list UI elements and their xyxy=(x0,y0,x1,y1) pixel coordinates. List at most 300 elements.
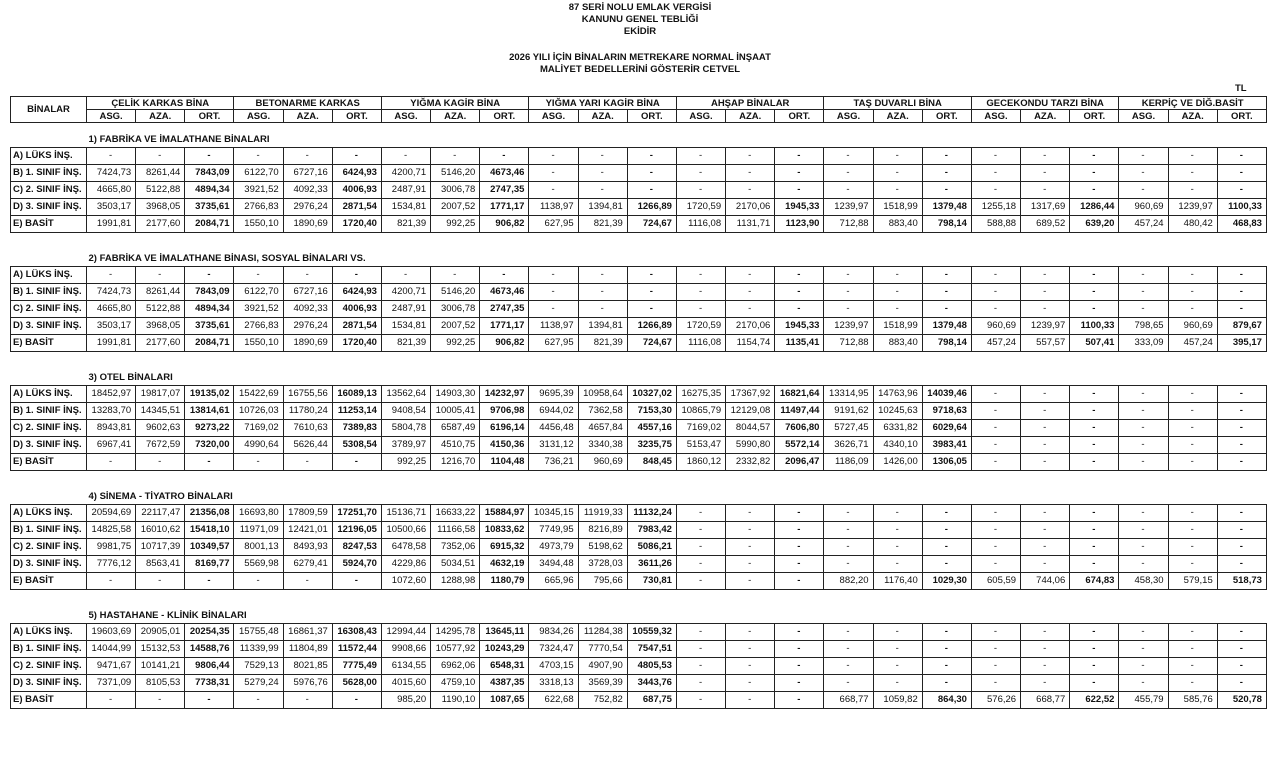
table-row xyxy=(11,454,1267,471)
value-cell-average: 21356,08 xyxy=(185,505,234,522)
value-cell: 4657,84 xyxy=(578,420,627,437)
value-cell-average: - xyxy=(1070,267,1119,284)
value-cell-average: 19135,02 xyxy=(185,386,234,403)
value-cell-average: 14588,76 xyxy=(185,641,234,658)
row-label: A) LÜKS İNŞ. xyxy=(11,267,87,284)
value-cell: 6331,82 xyxy=(873,420,922,437)
value-cell: - xyxy=(529,284,578,301)
value-cell: 16861,37 xyxy=(283,624,332,641)
value-cell: 5990,80 xyxy=(726,437,775,454)
value-cell: - xyxy=(726,182,775,199)
value-cell: 10865,79 xyxy=(676,403,725,420)
value-cell: 4665,80 xyxy=(87,182,136,199)
value-cell: 992,25 xyxy=(381,454,430,471)
gap-cell xyxy=(11,590,1267,600)
value-cell-average: 2084,71 xyxy=(185,335,234,352)
value-cell: 2487,91 xyxy=(381,301,430,318)
value-cell-average: 4673,46 xyxy=(480,165,529,182)
value-cell: 1239,97 xyxy=(1168,199,1217,216)
value-cell: - xyxy=(676,556,725,573)
value-cell: - xyxy=(971,454,1020,471)
value-cell: 1239,97 xyxy=(1021,318,1070,335)
value-cell: 5122,88 xyxy=(136,182,185,199)
table-row xyxy=(11,335,1267,352)
value-cell-average: 3235,75 xyxy=(627,437,676,454)
value-cell-average: - xyxy=(775,539,824,556)
value-cell: - xyxy=(676,675,725,692)
sub-header: ASG. xyxy=(529,110,578,123)
value-cell-average: 7153,30 xyxy=(627,403,676,420)
row-label: C) 2. SINIF İNŞ. xyxy=(11,658,87,675)
value-cell: - xyxy=(1119,539,1168,556)
value-cell: - xyxy=(676,301,725,318)
value-cell-average: 1266,89 xyxy=(627,199,676,216)
value-cell: 6962,06 xyxy=(431,658,480,675)
value-cell: 821,39 xyxy=(578,216,627,233)
value-cell-average: 3983,41 xyxy=(922,437,971,454)
value-cell: - xyxy=(1119,165,1168,182)
value-cell: 20594,69 xyxy=(87,505,136,522)
section-title: 2) FABRİKA VE İMALATHANE BİNASI, SOSYAL BİNALARI VS. xyxy=(88,253,366,264)
value-cell: 3728,03 xyxy=(578,556,627,573)
value-cell-average: 16821,64 xyxy=(775,386,824,403)
value-cell: - xyxy=(971,182,1020,199)
value-cell: 7371,09 xyxy=(87,675,136,692)
value-cell: - xyxy=(1168,301,1217,318)
value-cell-average: - xyxy=(1070,420,1119,437)
value-cell-average: 6424,93 xyxy=(332,165,381,182)
value-cell-average: - xyxy=(775,505,824,522)
value-cell-average: 11497,44 xyxy=(775,403,824,420)
value-cell: - xyxy=(283,267,332,284)
value-cell: 5626,44 xyxy=(283,437,332,454)
value-cell: 1518,99 xyxy=(873,318,922,335)
value-cell-average: - xyxy=(1217,420,1266,437)
value-cell-average: 5308,54 xyxy=(332,437,381,454)
value-cell-average: 4805,53 xyxy=(627,658,676,675)
row-label: C) 2. SINIF İNŞ. xyxy=(11,182,87,199)
value-cell: 4340,10 xyxy=(873,437,922,454)
value-cell: 13562,64 xyxy=(381,386,430,403)
value-cell: 2177,60 xyxy=(136,335,185,352)
value-cell: 14763,96 xyxy=(873,386,922,403)
value-cell-average: - xyxy=(1217,505,1266,522)
value-cell: - xyxy=(87,692,136,709)
value-cell: - xyxy=(1119,505,1168,522)
value-cell: 457,24 xyxy=(971,335,1020,352)
value-cell: - xyxy=(676,522,725,539)
value-cell: 2170,06 xyxy=(726,199,775,216)
value-cell: - xyxy=(1021,556,1070,573)
table-row xyxy=(11,675,1267,692)
value-cell: 1072,60 xyxy=(381,573,430,590)
value-cell: 736,21 xyxy=(529,454,578,471)
value-cell-average: 1306,05 xyxy=(922,454,971,471)
value-cell-average: 8169,77 xyxy=(185,556,234,573)
value-cell: 10717,39 xyxy=(136,539,185,556)
value-cell: 13283,70 xyxy=(87,403,136,420)
value-cell: 2007,52 xyxy=(431,199,480,216)
value-cell-average: 7389,83 xyxy=(332,420,381,437)
value-cell: 2766,83 xyxy=(234,318,283,335)
value-cell: - xyxy=(824,522,873,539)
value-cell: - xyxy=(873,539,922,556)
value-cell: - xyxy=(578,148,627,165)
value-cell: - xyxy=(676,182,725,199)
doc-title-line-2: KANUNU GENEL TEBLİĞİ xyxy=(581,14,699,25)
row-label: C) 2. SINIF İNŞ. xyxy=(11,539,87,556)
value-cell-average: 507,41 xyxy=(1070,335,1119,352)
value-cell: 7352,06 xyxy=(431,539,480,556)
row-label: B) 1. SINIF İNŞ. xyxy=(11,165,87,182)
value-cell: - xyxy=(1021,386,1070,403)
value-cell-average: 798,14 xyxy=(922,335,971,352)
value-cell-average: 4557,16 xyxy=(627,420,676,437)
value-cell-average: 395,17 xyxy=(1217,335,1266,352)
value-cell-average: 1100,33 xyxy=(1070,318,1119,335)
value-cell: - xyxy=(87,148,136,165)
value-cell: 10245,63 xyxy=(873,403,922,420)
value-cell: - xyxy=(873,284,922,301)
group-header: YIĞMA KAGİR BİNA xyxy=(381,97,528,110)
value-cell-average: - xyxy=(1217,624,1266,641)
value-cell: 16010,62 xyxy=(136,522,185,539)
value-cell: - xyxy=(873,267,922,284)
value-cell: 2007,52 xyxy=(431,318,480,335)
value-cell: - xyxy=(824,539,873,556)
value-cell-average: 1123,90 xyxy=(775,216,824,233)
sub-header: AZA. xyxy=(726,110,775,123)
sub-header: ORT. xyxy=(775,110,824,123)
sub-header: AZA. xyxy=(431,110,480,123)
sub-header: ORT. xyxy=(1217,110,1266,123)
value-cell: - xyxy=(1168,522,1217,539)
row-label: A) LÜKS İNŞ. xyxy=(11,505,87,522)
value-cell-average: 1087,65 xyxy=(480,692,529,709)
group-header: ÇELİK KARKAS BİNA xyxy=(87,97,234,110)
sub-header: ASG. xyxy=(824,110,873,123)
value-cell-average: 724,67 xyxy=(627,216,676,233)
value-cell-average: 2096,47 xyxy=(775,454,824,471)
value-cell: 9471,67 xyxy=(87,658,136,675)
value-cell: - xyxy=(1119,437,1168,454)
sub-header: ASG. xyxy=(381,110,430,123)
value-cell: - xyxy=(726,573,775,590)
value-cell: 4907,90 xyxy=(578,658,627,675)
row-label: B) 1. SINIF İNŞ. xyxy=(11,403,87,420)
value-cell: 9834,26 xyxy=(529,624,578,641)
value-cell: 7529,13 xyxy=(234,658,283,675)
value-cell-average: 17251,70 xyxy=(332,505,381,522)
value-cell: 6122,70 xyxy=(234,284,283,301)
value-cell: - xyxy=(1021,658,1070,675)
value-cell-average: - xyxy=(1070,624,1119,641)
value-cell-average: - xyxy=(775,522,824,539)
value-cell: 960,69 xyxy=(1119,199,1168,216)
value-cell: 3131,12 xyxy=(529,437,578,454)
value-cell: - xyxy=(1021,165,1070,182)
sub-header: AZA. xyxy=(1021,110,1070,123)
value-cell: - xyxy=(726,692,775,709)
value-cell-average: 14232,97 xyxy=(480,386,529,403)
value-cell: - xyxy=(676,267,725,284)
value-cell: - xyxy=(726,148,775,165)
value-cell: - xyxy=(971,539,1020,556)
value-cell-average: - xyxy=(1070,403,1119,420)
value-cell: - xyxy=(1168,675,1217,692)
value-cell-average: 16089,13 xyxy=(332,386,381,403)
value-cell: 1534,81 xyxy=(381,199,430,216)
value-cell: 5804,78 xyxy=(381,420,430,437)
value-cell: 1394,81 xyxy=(578,199,627,216)
value-cell: - xyxy=(136,267,185,284)
value-cell: 458,30 xyxy=(1119,573,1168,590)
table-row xyxy=(11,165,1267,182)
value-cell: 2487,91 xyxy=(381,182,430,199)
value-cell: - xyxy=(726,556,775,573)
row-label: A) LÜKS İNŞ. xyxy=(11,624,87,641)
section-title: 4) SİNEMA - TİYATRO BİNALARI xyxy=(88,491,233,502)
value-cell: - xyxy=(1119,148,1168,165)
table-row xyxy=(11,573,1267,590)
value-cell: - xyxy=(726,267,775,284)
value-cell: - xyxy=(1168,437,1217,454)
value-cell: 668,77 xyxy=(824,692,873,709)
table-title-line-1: 2026 YILI İÇİN BİNALARIN METREKARE NORMAL İNŞAAT xyxy=(509,52,771,63)
value-cell: - xyxy=(971,641,1020,658)
row-label: D) 3. SINIF İNŞ. xyxy=(11,556,87,573)
value-cell: 5146,20 xyxy=(431,165,480,182)
value-cell-average: 13645,11 xyxy=(480,624,529,641)
value-cell: 3503,17 xyxy=(87,199,136,216)
value-cell: - xyxy=(824,148,873,165)
value-cell: 5153,47 xyxy=(676,437,725,454)
value-cell: 665,96 xyxy=(529,573,578,590)
value-cell: 579,15 xyxy=(1168,573,1217,590)
value-cell: - xyxy=(1168,267,1217,284)
value-cell: 9908,66 xyxy=(381,641,430,658)
table-row xyxy=(11,641,1267,658)
value-cell: - xyxy=(726,505,775,522)
value-cell-average: - xyxy=(922,539,971,556)
value-cell: 20905,01 xyxy=(136,624,185,641)
value-cell: 1154,74 xyxy=(726,335,775,352)
value-cell-average: 2871,54 xyxy=(332,318,381,335)
table-row xyxy=(11,386,1267,403)
group-header: BETONARME KARKAS xyxy=(234,97,381,110)
value-cell-average: 1720,40 xyxy=(332,335,381,352)
value-cell: 11919,33 xyxy=(578,505,627,522)
value-cell-average: - xyxy=(1217,165,1266,182)
value-cell-average: 6915,32 xyxy=(480,539,529,556)
value-cell: 8105,53 xyxy=(136,675,185,692)
value-cell: 9695,39 xyxy=(529,386,578,403)
value-cell-average: 3443,76 xyxy=(627,675,676,692)
value-cell: 1720,59 xyxy=(676,318,725,335)
value-cell: 1991,81 xyxy=(87,216,136,233)
value-cell: 13314,95 xyxy=(824,386,873,403)
value-cell: 7610,63 xyxy=(283,420,332,437)
value-cell-average: - xyxy=(922,165,971,182)
value-cell: - xyxy=(824,641,873,658)
value-cell: 689,52 xyxy=(1021,216,1070,233)
value-cell: 2332,82 xyxy=(726,454,775,471)
value-cell: - xyxy=(971,386,1020,403)
section-title-row xyxy=(11,480,1267,505)
value-cell: 627,95 xyxy=(529,216,578,233)
row-label: C) 2. SINIF İNŞ. xyxy=(11,301,87,318)
value-cell: 14295,78 xyxy=(431,624,480,641)
value-cell: 960,69 xyxy=(578,454,627,471)
value-cell: 8021,85 xyxy=(283,658,332,675)
table-row xyxy=(11,505,1267,522)
value-cell-average: 4894,34 xyxy=(185,182,234,199)
row-label: D) 3. SINIF İNŞ. xyxy=(11,675,87,692)
value-cell: 7424,73 xyxy=(87,284,136,301)
value-cell: 557,57 xyxy=(1021,335,1070,352)
value-cell: 10577,92 xyxy=(431,641,480,658)
value-cell: - xyxy=(234,148,283,165)
value-cell: 1426,00 xyxy=(873,454,922,471)
value-cell-average: 4387,35 xyxy=(480,675,529,692)
value-cell: 712,88 xyxy=(824,216,873,233)
value-cell-average: - xyxy=(775,624,824,641)
value-cell-average: - xyxy=(1217,539,1266,556)
table-row xyxy=(11,403,1267,420)
value-cell: 1239,97 xyxy=(824,199,873,216)
value-cell: - xyxy=(726,539,775,556)
value-cell: - xyxy=(1168,454,1217,471)
value-cell: 19603,69 xyxy=(87,624,136,641)
value-cell: - xyxy=(873,148,922,165)
value-cell: 4229,86 xyxy=(381,556,430,573)
value-cell: - xyxy=(1168,505,1217,522)
value-cell: - xyxy=(1168,420,1217,437)
value-cell-average: - xyxy=(922,624,971,641)
value-cell: - xyxy=(971,301,1020,318)
value-cell: - xyxy=(1021,284,1070,301)
value-cell-average: 3735,61 xyxy=(185,318,234,335)
value-cell-average: - xyxy=(1217,301,1266,318)
value-cell: 1239,97 xyxy=(824,318,873,335)
value-cell-average: 11132,24 xyxy=(627,505,676,522)
value-cell: 1720,59 xyxy=(676,199,725,216)
value-cell: - xyxy=(529,301,578,318)
value-cell: 1176,40 xyxy=(873,573,922,590)
sub-header: ORT. xyxy=(627,110,676,123)
value-cell: 1255,18 xyxy=(971,199,1020,216)
value-cell-average: - xyxy=(1217,403,1266,420)
value-cell-average: 730,81 xyxy=(627,573,676,590)
value-cell-average: 10243,29 xyxy=(480,641,529,658)
value-cell: - xyxy=(676,148,725,165)
value-cell-average: - xyxy=(922,301,971,318)
value-cell-average: 1100,33 xyxy=(1217,199,1266,216)
value-cell: - xyxy=(529,148,578,165)
value-cell: 1138,97 xyxy=(529,199,578,216)
gap-cell xyxy=(11,233,1267,243)
doc-title-line-1: 87 SERİ NOLU EMLAK VERGİSİ xyxy=(568,2,712,13)
row-label: E) BASİT xyxy=(11,216,87,233)
value-cell-average: 879,67 xyxy=(1217,318,1266,335)
value-cell-average: 2084,71 xyxy=(185,216,234,233)
value-cell: 1550,10 xyxy=(234,216,283,233)
value-cell: 882,20 xyxy=(824,573,873,590)
value-cell: - xyxy=(676,573,725,590)
value-cell: 9602,63 xyxy=(136,420,185,437)
value-cell-average: 1379,48 xyxy=(922,199,971,216)
value-cell: 5279,24 xyxy=(234,675,283,692)
value-cell: 821,39 xyxy=(578,335,627,352)
value-cell-average: - xyxy=(1217,267,1266,284)
value-cell-average: - xyxy=(1070,148,1119,165)
value-cell: 5976,76 xyxy=(283,675,332,692)
value-cell: 15755,48 xyxy=(234,624,283,641)
value-cell: 2170,06 xyxy=(726,318,775,335)
value-cell: - xyxy=(1119,522,1168,539)
value-cell-average: 14039,46 xyxy=(922,386,971,403)
value-cell: 605,59 xyxy=(971,573,1020,590)
value-cell-average: - xyxy=(1070,454,1119,471)
value-cell: 3968,05 xyxy=(136,318,185,335)
value-cell: - xyxy=(726,624,775,641)
value-cell: - xyxy=(381,148,430,165)
value-cell: - xyxy=(676,624,725,641)
value-cell-average: 1266,89 xyxy=(627,318,676,335)
value-cell: 2976,24 xyxy=(283,318,332,335)
value-cell-average: - xyxy=(775,658,824,675)
value-cell: - xyxy=(726,284,775,301)
value-cell-average: 15418,10 xyxy=(185,522,234,539)
value-cell-average: 1720,40 xyxy=(332,216,381,233)
value-cell-average: 7738,31 xyxy=(185,675,234,692)
value-cell: - xyxy=(1021,267,1070,284)
value-cell: - xyxy=(578,284,627,301)
value-cell: - xyxy=(824,505,873,522)
value-cell-average: 12196,05 xyxy=(332,522,381,539)
value-cell-average: - xyxy=(922,675,971,692)
value-cell: - xyxy=(1168,556,1217,573)
value-cell-average: - xyxy=(1217,148,1266,165)
value-cell-average: - xyxy=(1070,505,1119,522)
sub-header: ORT. xyxy=(1070,110,1119,123)
value-cell: 1534,81 xyxy=(381,318,430,335)
value-cell: - xyxy=(873,522,922,539)
value-cell-average: - xyxy=(1070,675,1119,692)
value-cell-average: 7843,09 xyxy=(185,284,234,301)
value-cell: - xyxy=(873,556,922,573)
value-cell: - xyxy=(529,165,578,182)
value-cell: - xyxy=(824,301,873,318)
value-cell-average: 4673,46 xyxy=(480,284,529,301)
value-cell: - xyxy=(1119,284,1168,301)
sub-header: ORT. xyxy=(332,110,381,123)
table-row xyxy=(11,182,1267,199)
value-cell-average: - xyxy=(922,641,971,658)
row-label: B) 1. SINIF İNŞ. xyxy=(11,284,87,301)
value-cell: 12994,44 xyxy=(381,624,430,641)
value-cell: 10141,21 xyxy=(136,658,185,675)
value-cell: - xyxy=(971,437,1020,454)
value-cell: 5122,88 xyxy=(136,301,185,318)
row-label: B) 1. SINIF İNŞ. xyxy=(11,522,87,539)
value-cell: 18452,97 xyxy=(87,386,136,403)
value-cell: - xyxy=(971,267,1020,284)
value-cell-average: 622,52 xyxy=(1070,692,1119,709)
sub-header: AZA. xyxy=(1168,110,1217,123)
value-cell: - xyxy=(726,301,775,318)
value-cell-average: 1135,41 xyxy=(775,335,824,352)
